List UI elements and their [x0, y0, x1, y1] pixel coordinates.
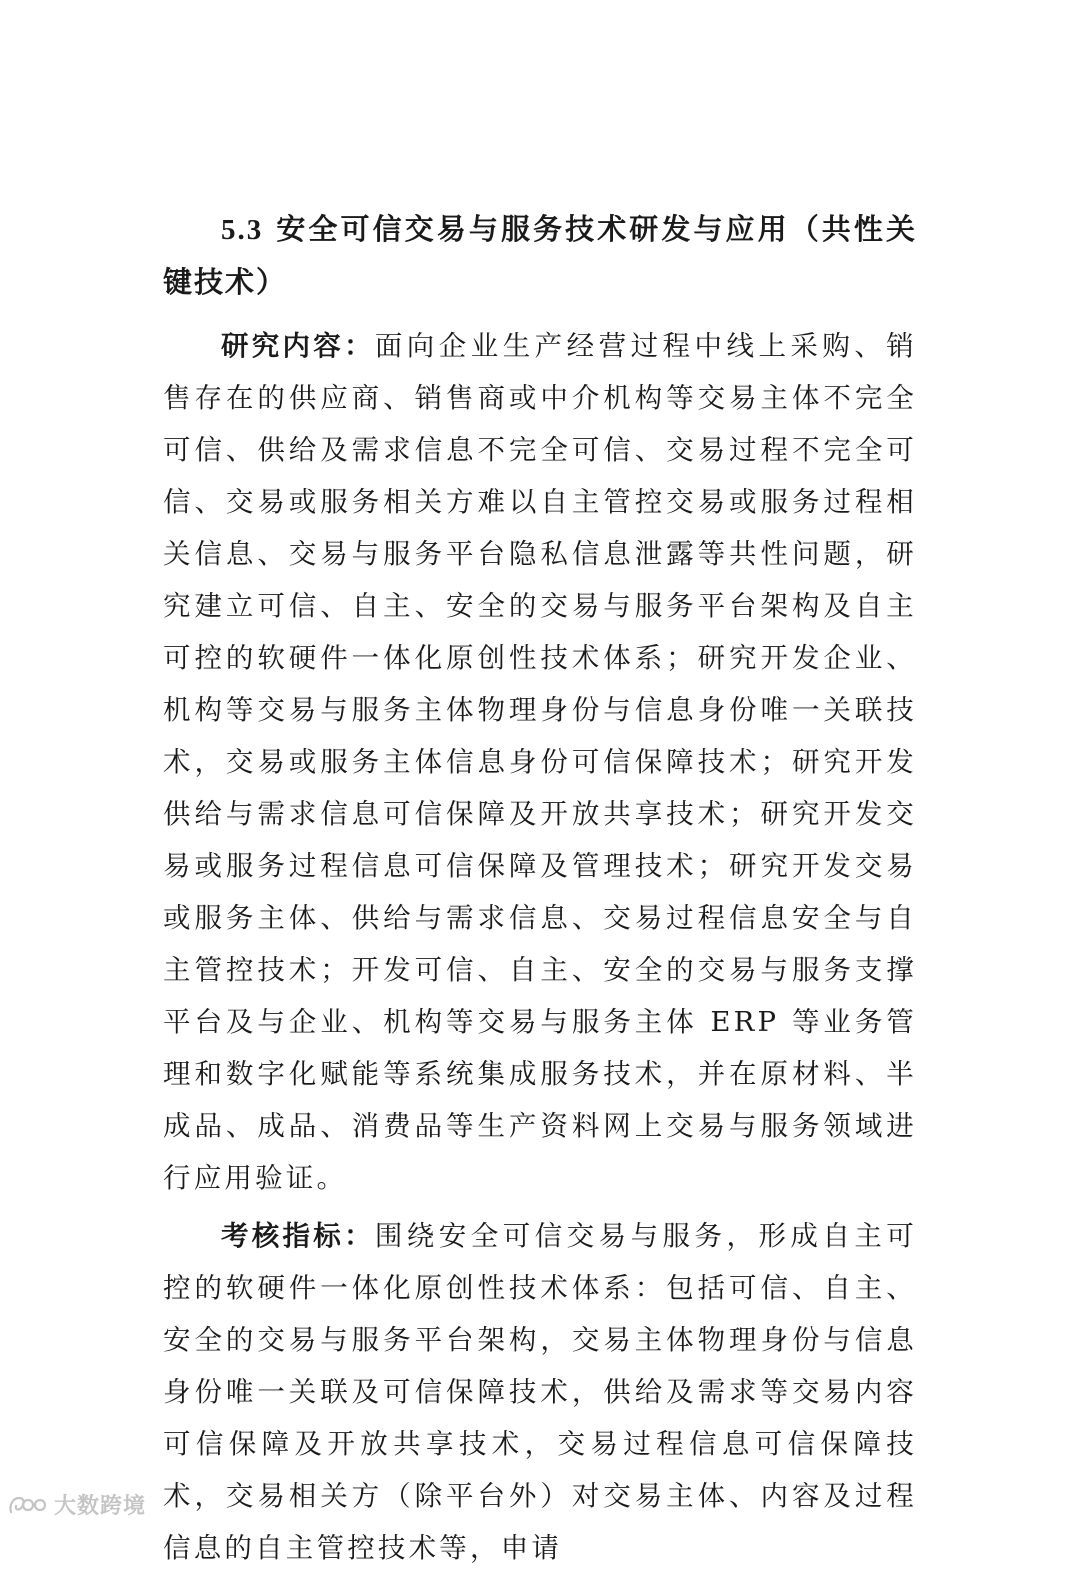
section-heading: [163, 203, 917, 308]
watermark: [8, 1489, 146, 1520]
section-title: 安全可信交易与服务技术研发与应用（共性关键技术）: [163, 212, 917, 299]
research-content-label: 研究内容：: [221, 330, 375, 362]
section-number: 5.3: [221, 214, 264, 246]
research-content-text: 面向企业生产经营过程中线上采购、销售存在的供应商、销售商或中介机构等交易主体不完全可信、供给及需求信息不完全可信、交易过程不完全可信、交易或服务相关方难以自主管控交易或服务过程相关信息、交易与服务平台隐私信息泄露等共性问题，研究建立可信、自主、安全的交易与服务平台架构及自主可控的软硬件一体化原创性技术体系；研究开发企业、机构等交易与服务主体物理身份与信息身份唯一关联技术，交易或服务主体信息身份可信保障技术；研究开发供给与需求信息可信保障及开放共享技术；研究开发交易或服务过程信息可信保障及管理技术；研究开发交易或服务主体、供给与需求信息、交易过程信息安全与自主管控技术；开发可信、自主、安全的交易与服务支撑平台及与企业、机构等交易与服务主体 ERP 等业务管理和数字化赋能等系统集成服务技术，并在原材料、半成品、成品、消费品等生产资料网上交易与服务领域进行应用验证。: [163, 330, 918, 1194]
research-content-paragraph: [163, 320, 917, 1204]
watermark-text: 大数跨境: [54, 1494, 147, 1519]
watermark-logo-icon: [8, 1493, 48, 1517]
assessment-indicator-label: 考核指标：: [221, 1220, 375, 1252]
assessment-indicator-text: 围绕安全可信交易与服务，形成自主可控的软硬件一体化原创性技术体系：包括可信、自主、安全的交易与服务平台架构，交易主体物理身份与信息身份唯一关联及可信保障技术，供给及需求等交易内容可信保障及开放共享技术，交易过程信息可信保障技术，交易相关方（除平台外）对交易主体、内容及过程信息的自主管控技术等，申请: [163, 1220, 918, 1564]
assessment-indicator-paragraph: [163, 1210, 917, 1574]
document-body: [163, 203, 917, 1580]
